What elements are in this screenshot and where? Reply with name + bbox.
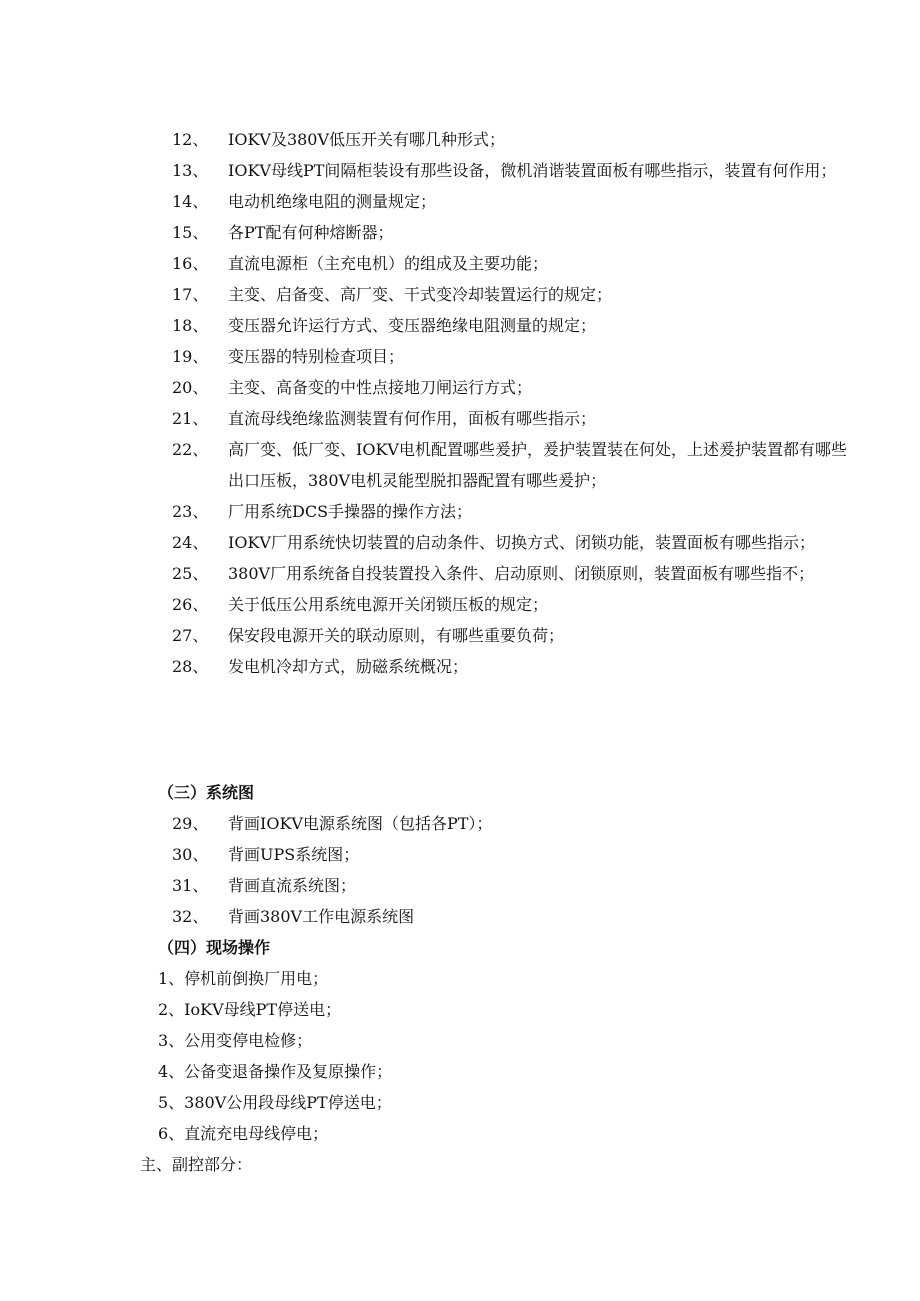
field-operation-list [158,963,838,1149]
item-text: 背画IOKV电源系统图（包括各PT）； [228,814,493,833]
question-list [172,124,852,682]
item-text: 变压器的特别检查项目； [228,347,405,366]
list-item [172,124,852,155]
list-item [172,155,852,186]
item-text: 各PT配有何种熔断器； [228,223,394,242]
item-text: 背画380V工作电源系统图 [228,907,415,926]
item-number: 14、 [172,192,209,211]
list-item [172,870,852,901]
item-number: 19、 [172,347,209,366]
list-item [172,372,852,403]
item-number: 30、 [172,845,209,864]
item-number: 31、 [172,876,209,895]
item-text: 主变、启备变、高厂变、干式变冷却装置运行的规定； [228,285,613,304]
item-number: 13、 [172,161,209,180]
list-item [172,651,852,682]
item-number: 22、 [172,440,209,459]
list-item [172,279,852,310]
list-item [172,403,852,434]
list-item [172,527,852,558]
list-item [172,839,852,870]
list-item [172,310,852,341]
list-item: 1、停机前倒换厂用电； [158,969,329,988]
item-text: 380V厂用系统备自投装置投入条件、启动原则、闭锁原则，装置面板有哪些指不； [228,564,815,583]
section-3-heading: （三）系统图 [158,783,255,802]
system-diagram-list [172,808,852,932]
list-item [172,496,852,527]
item-text: 电动机绝缘电阻的测量规定； [228,192,437,211]
item-number: 23、 [172,502,209,521]
list-item [172,558,852,589]
item-number: 29、 [172,814,209,833]
item-number: 12、 [172,130,209,149]
item-text: IOKV厂用系统快切装置的启动条件、切换方式、闭锁功能，装置面板有哪些指示； [228,533,815,552]
item-number: 26、 [172,595,209,614]
item-text: 发电机冷却方式，励磁系统概况； [228,657,469,676]
item-number: 16、 [172,254,209,273]
list-item [172,901,852,932]
item-number: 17、 [172,285,209,304]
list-item [172,434,852,496]
list-item: 4、公备变退备操作及复原操作； [158,1062,393,1081]
list-item [172,217,852,248]
item-text: 高厂变、低厂变、IOKV电机配置哪些爰护，爰护装置装在何处，上述爰护装置都有哪些出口压板，380V电机灵能型脱扣器配置有哪些爰护； [228,440,847,490]
list-item: 3、公用变停电检修； [158,1031,313,1050]
list-item [172,620,852,651]
item-text: 主变、高备变的中性点接地刀闸运行方式； [228,378,533,397]
section-4-heading: （四）现场操作 [158,938,271,957]
main-sub-control-heading: 主、副控部分： [140,1155,253,1174]
item-number: 24、 [172,533,209,552]
item-number: 28、 [172,657,209,676]
item-text: 变压器允许运行方式、变压器绝缘电阻测量的规定； [228,316,597,335]
item-number: 32、 [172,907,209,926]
item-number: 21、 [172,409,209,428]
item-text: 保安段电源开关的联动原则，有哪些重要负荷； [228,626,565,645]
list-item: 2、IoKV母线PT停送电； [158,1000,342,1019]
item-number: 18、 [172,316,209,335]
item-text: 直流电源柜（主充电机）的组成及主要功能； [228,254,549,273]
item-number: 25、 [172,564,209,583]
list-item [172,248,852,279]
item-number: 27、 [172,626,209,645]
list-item [172,808,852,839]
item-number: 15、 [172,223,209,242]
list-item [172,341,852,372]
item-text: 背画直流系统图； [228,876,357,895]
list-item: 6、直流充电母线停电； [158,1124,329,1143]
item-text: IOKV母线PT间隔柜装设有那些设备，微机消谐装置面板有哪些指示，装置有何作用； [228,161,837,180]
item-text: 关于低压公用系统电源开关闭锁压板的规定； [228,595,549,614]
item-text: IOKV及380V低压开关有哪几种形式； [228,130,506,149]
item-number: 20、 [172,378,209,397]
list-item [172,186,852,217]
list-item [172,589,852,620]
item-text: 直流母线绝缘监测装置有何作用，面板有哪些指示； [228,409,597,428]
item-text: 背画UPS系统图； [228,845,360,864]
item-text: 厂用系统DCS手操器的操作方法； [228,502,473,521]
list-item: 5、380V公用段母线PT停送电； [158,1093,392,1112]
